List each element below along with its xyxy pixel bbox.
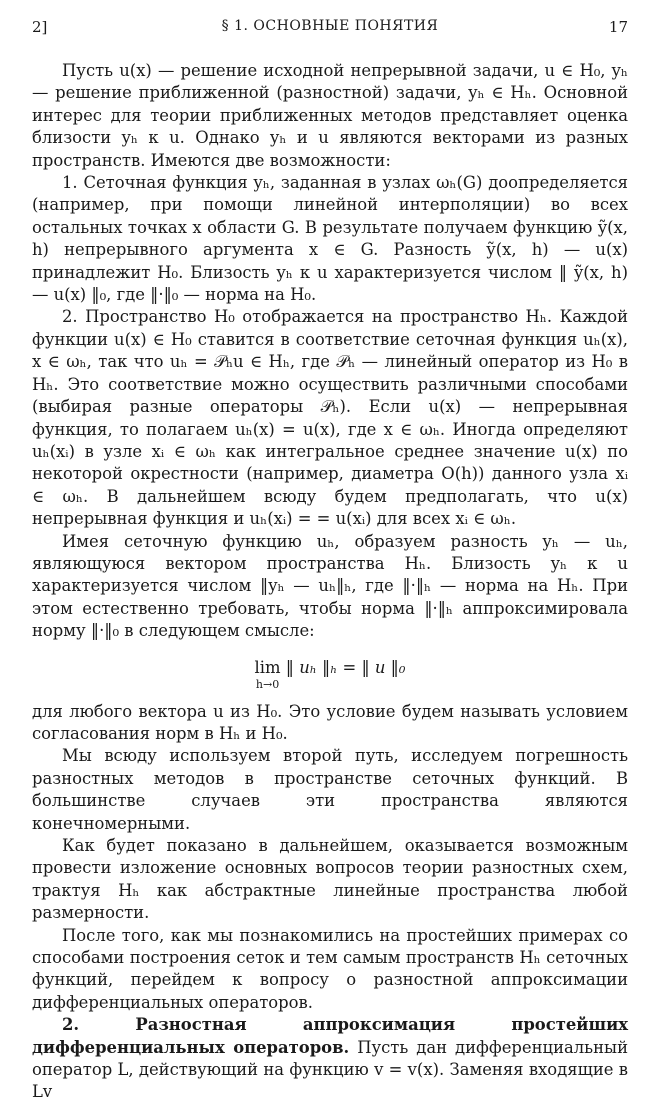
paragraph-7: Как будет показано в дальнейшем, оказывается возможным провести изложение основных вопросов теории разностных схем, трактуя Hₕ как абстрактные линейные пространства любой размерности.: [32, 836, 628, 923]
paragraph-6: Мы всюду используем второй путь, исследуем погрешность разностных методов в пространстве сеточных функций. В большинстве случаев эти пространства являются конечномерными.: [32, 746, 628, 833]
page-body: [32, 60, 628, 1104]
chapter-number: 2]: [32, 18, 48, 36]
page-header: [32, 18, 628, 40]
page-number: 17: [608, 18, 628, 36]
paragraph-9: [32, 1014, 628, 1104]
paragraph-3: 2. Пространство H₀ отображается на пространство Hₕ. Каждой функции u(x) ∈ H₀ ставится в соответствие сеточная функция uₕ(x), x ∈ ωₕ, так что uₕ = 𝒫ₕu ∈ Hₕ, где 𝒫ₕ — линейный оператор из H₀ в Hₕ. Это соответствие можно осуществить различными способами (выбирая разные операторы 𝒫ₕ). Если u(x) — непрерывная функция, то полагаем uₕ(x) = u(x), где x ∈ ωₕ. Иногда определяют uₕ(xᵢ) в узле xᵢ ∈ ωₕ как интегральное среднее значение u(x) по некоторой окрестности (например, диаметра O(h)) данного узла xᵢ ∈ ωₕ. В дальнейшем всюду будем предполагать, что u(x) непрерывная функция и uₕ(xᵢ) = = u(xᵢ) для всех xᵢ ∈ ωₕ.: [32, 307, 628, 529]
section-title: § 1. ОСНОВНЫЕ ПОНЯТИЯ: [221, 18, 439, 34]
paragraph-5: для любого вектора u из H₀. Это условие будем называть условием согласования норм в Hₕ и H₀.: [32, 701, 628, 743]
subsection-text: Пусть дан дифференциальный оператор L, действующий на функцию v = v(x). Заменяя входящие в Lv: [32, 1037, 628, 1102]
limit-label: lim: [254, 657, 281, 677]
paragraph-1: Пусть u(x) — решение исходной непрерывной задачи, u ∈ H₀, yₕ — решение приближенной (разностной) задачи, yₕ ∈ Hₕ. Основной интерес для теории приближенных методов представляет оценка близости yₕ к u. Однако yₕ и u являются векторами из разных пространств. Имеются две возможности:: [32, 61, 628, 170]
norm-limit-formula: [32, 657, 628, 691]
subsection-heading: 2. Разностная аппроксимация простейших дифференциальных операторов.: [32, 1015, 628, 1057]
paragraph-2: 1. Сеточная функция yₕ, заданная в узлах ωₕ(G) доопределяется (например, при помощи линейной интерполяции) во всех остальных точках x области G. В результате получаем функцию ỹ(x, h) непрерывного аргумента x ∈ G. Разность ỹ(x, h) — u(x) принадлежит H₀. Близость yₕ к u характеризуется числом ‖ ỹ(x, h) — u(x) ‖₀, где ‖·‖₀ — норма на H₀.: [32, 173, 628, 305]
paragraph-4: Имея сеточную функцию uₕ, образуем разность yₕ — uₕ, являющуюся вектором пространства Hₕ. Близость yₕ к u характеризуется числом ‖yₕ — uₕ‖ₕ, где ‖·‖ₕ — норма на Hₕ. При этом естественно требовать, чтобы норма ‖·‖ₕ аппроксимировала норму ‖·‖₀ в следующем смысле:: [32, 531, 628, 641]
limit-operator: [255, 657, 281, 691]
limit-expression: ‖ uₕ ‖ₕ = ‖ u ‖₀: [285, 657, 406, 677]
paragraph-8: После того, как мы познакомились на простейших примерах со способами построения сеток и тем самым пространств Hₕ сеточных функций, перейдем к вопросу о разностной аппроксимации дифференциальных операторов.: [32, 925, 628, 1012]
limit-subscript: h→0: [255, 677, 280, 691]
